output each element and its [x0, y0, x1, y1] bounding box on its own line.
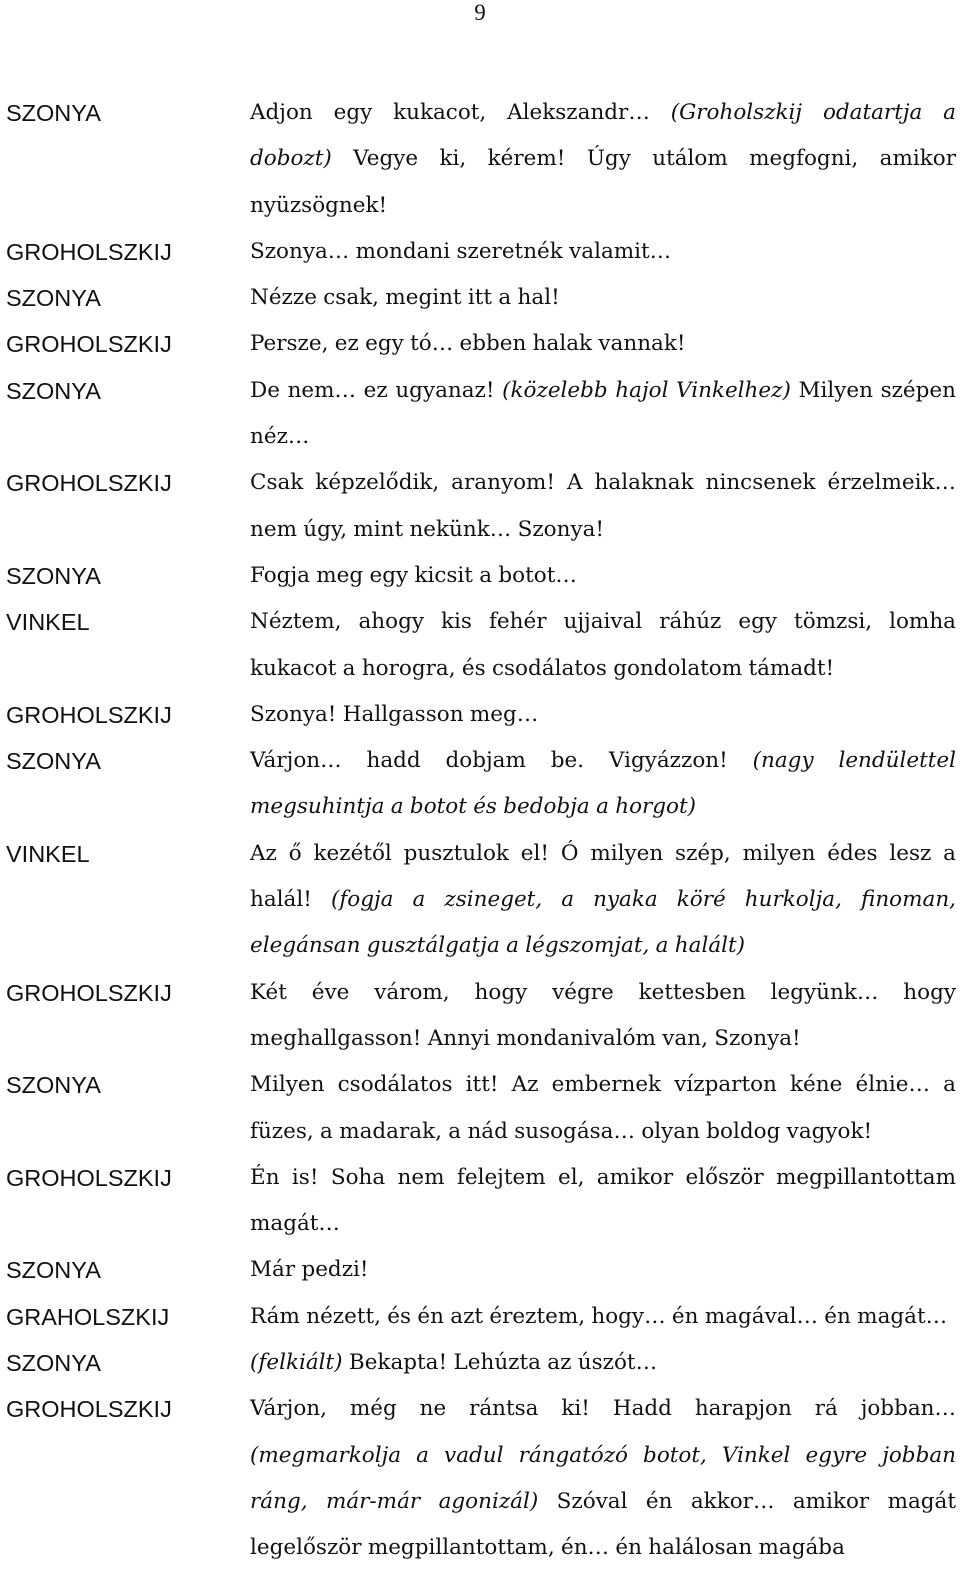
dialogue-entry [0, 692, 960, 738]
spoken-text: Várjon, még ne rántsa ki! Hadd harapjon rá jobban… [250, 1396, 956, 1422]
spoken-text: Bekapta! Lehúzta az úszót… [342, 1350, 658, 1376]
spoken-text: Fogja meg egy kicsit a botot… [250, 562, 577, 588]
stage-direction: (közelebb hajol Vinkelhez) [502, 377, 791, 403]
dialogue-line [250, 553, 956, 599]
speaker-name: SZONYA [6, 100, 101, 126]
speaker-name: SZONYA [6, 1072, 101, 1099]
dialogue-line [250, 970, 956, 1063]
spoken-text: Szonya! Hallgasson meg… [250, 701, 539, 727]
speaker-name: SZONYA [6, 1257, 101, 1284]
spoken-text: Én is! Soha nem felejtem el, amikor először megpillantottam magát… [250, 1164, 956, 1237]
spoken-text: Várjon… hadd dobjam be. Vigyázzon! [250, 748, 753, 774]
dialogue-entry [0, 831, 960, 970]
dialogue-line [250, 1062, 956, 1155]
dialogue-line [250, 229, 956, 275]
dialogue-entry [0, 275, 960, 321]
spoken-text: Néztem, ahogy kis fehér ujjaival ráhúz egy tömzsi, lomha kukacot a horogra, és csodálatos gondolatom támadt! [250, 609, 956, 681]
dialogue-entry [0, 229, 960, 275]
speaker-name: GROHOLSZKIJ [6, 979, 172, 1006]
spoken-text: Szóval én akkor… amikor magát legelőször megpillantottam, én… én halálosan magába [250, 1488, 956, 1561]
dialogue-entry [0, 1062, 960, 1155]
spoken-text: Rám nézett, és én azt éreztem, hogy… én magával… én magát… [250, 1303, 948, 1329]
stage-direction: (nagy lendülettel megsuhintja a botot és bedobja a horgot) [250, 748, 956, 820]
dialogue-entry [0, 1386, 960, 1571]
dialogue-line [250, 368, 956, 461]
spoken-text: Szonya… mondani szeretnék valamit… [250, 238, 672, 264]
speaker-name: SZONYA [6, 748, 101, 775]
play-script [0, 90, 960, 1572]
dialogue-entry [0, 553, 960, 599]
stage-direction: (fogja a zsineget, a nyaka köré hurkolja, finoman, elegánsan gusztálgatja a légszomjat, a halált) [250, 887, 956, 959]
spoken-text: Már pedzi! [250, 1257, 369, 1283]
dialogue-line [250, 1155, 956, 1248]
dialogue-line [250, 275, 956, 321]
dialogue-entry [0, 321, 960, 367]
speaker-name: GROHOLSZKIJ [6, 470, 172, 497]
dialogue-entry [0, 1294, 960, 1340]
spoken-text: Az ő kezétől pusztulok el! Ó milyen szép, milyen édes lesz a halál! [250, 840, 956, 913]
dialogue-entry [0, 1155, 960, 1248]
page-number: 9 [474, 0, 486, 25]
dialogue-line [250, 599, 956, 692]
dialogue-entry [0, 368, 960, 461]
speaker-name: VINKEL [6, 840, 90, 867]
spoken-text: De nem… ez ugyanaz! [250, 377, 503, 403]
dialogue-entry [0, 970, 960, 1063]
dialogue-line [250, 1340, 956, 1386]
spoken-text: Adjon egy kukacot, Alekszandr… [250, 100, 671, 125]
spoken-text: Vegye ki, kérem! Úgy utálom megfogni, amikor nyüzsögnek! [250, 146, 956, 218]
stage-direction: (megmarkolja a vadul rángatózó botot, Vinkel egyre jobban ráng, már-már agonizál) [250, 1442, 956, 1514]
dialogue-line [250, 1247, 956, 1293]
dialogue-line [250, 1294, 956, 1340]
dialogue-line [250, 831, 956, 970]
dialogue-entry [0, 1247, 960, 1293]
speaker-name: SZONYA [6, 377, 101, 404]
speaker-name: VINKEL [6, 609, 90, 636]
stage-direction: (felkiált) [250, 1350, 343, 1376]
dialogue-line [250, 692, 956, 738]
speaker-name: GROHOLSZKIJ [6, 331, 172, 358]
dialogue-entry [0, 599, 960, 692]
speaker-name: GROHOLSZKIJ [6, 701, 172, 728]
speaker-name: GRAHOLSZKIJ [6, 1303, 170, 1330]
dialogue-entry [0, 460, 960, 553]
spoken-text: Csak képzelődik, aranyom! A halaknak nincsenek érzelmeik… nem úgy, mint nekünk… Szonya! [250, 470, 956, 542]
speaker-name: SZONYA [6, 1350, 101, 1377]
speaker-name: SZONYA [6, 285, 101, 312]
dialogue-line [250, 1386, 956, 1571]
stage-direction: (Groholszkij odatartja a dobozt) [250, 100, 956, 172]
spoken-text: Persze, ez egy tó… ebben halak vannak! [250, 331, 686, 357]
dialogue-entry [0, 90, 960, 229]
dialogue-entry [0, 1340, 960, 1386]
speaker-name: GROHOLSZKIJ [6, 238, 172, 265]
speaker-name: SZONYA [6, 562, 101, 589]
spoken-text: Milyen szépen néz… [250, 377, 956, 450]
dialogue-line [250, 90, 956, 229]
dialogue-entry [0, 738, 960, 831]
dialogue-line [250, 321, 956, 367]
dialogue-line [250, 738, 956, 831]
dialogue-line [250, 460, 956, 553]
spoken-text: Két éve várom, hogy végre kettesben legyünk… hogy meghallgasson! Annyi mondanivalóm van, Szonya! [250, 979, 956, 1051]
speaker-name: GROHOLSZKIJ [6, 1164, 172, 1191]
spoken-text: Nézze csak, megint itt a hal! [250, 285, 560, 311]
spoken-text: Milyen csodálatos itt! Az embernek vízparton kéne élnie… a füzes, a madarak, a nád susogása… olyan boldog vagyok! [250, 1072, 956, 1144]
speaker-name: GROHOLSZKIJ [6, 1396, 172, 1423]
